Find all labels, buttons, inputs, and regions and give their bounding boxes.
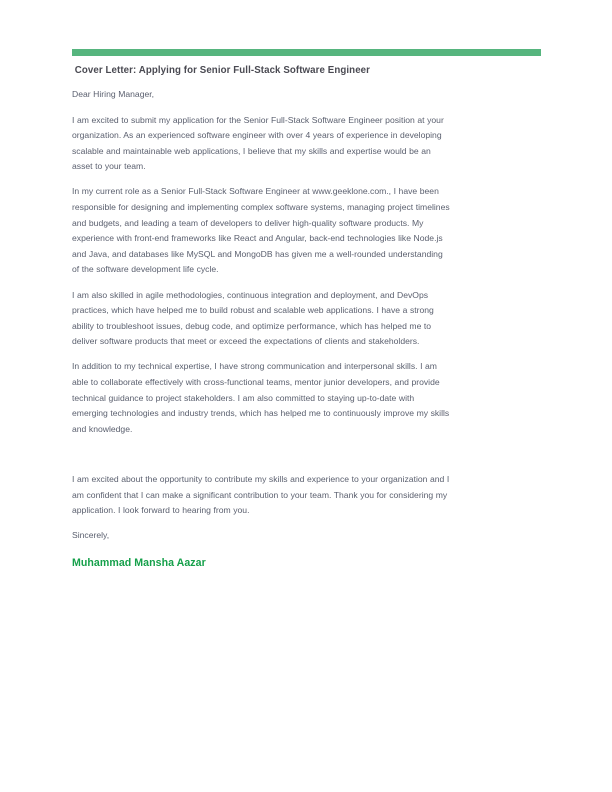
paragraph-4: In addition to my technical expertise, I have strong communication and interpersonal skills. I am able to collaborate effectively with cross-functional teams, mentor junior developers, and provide technical guidance to project stakeholders. I am also committed to staying up-to-date with emerging technologies and industry trends, which has helped me to continuously improve my skills and knowledge. — [72, 361, 450, 434]
paragraph-3: I am also skilled in agile methodologies, continuous integration and deployment, and DevOps practices, which have helped me to build robust and scalable web applications. I have a strong ability to troubleshoot issues, debug code, and optimize performance, which has helped me to deliver software products that meet or exceed the expectations of clients and stakeholders. — [72, 289, 434, 347]
paragraph-5: I am excited about the opportunity to contribute my skills and experience to your organization and I am confident that I can make a significant contribution to your team. Thank you for considering my application. I look forward to hearing from you. — [72, 473, 450, 516]
paragraph-2: In my current role as a Senior Full-Stack Software Engineer at www.geeklone.com., I have been responsible for designing and implementing complex software systems, managing project timelines and budgets, and leading a team of developers to deliver high-quality software products. My experience with front-end frameworks like React and Angular, back-end technologies like Node.js and Java, and databases like MySQL and MongoDB has given me a well-rounded understanding of the software development life cycle. — [72, 186, 450, 275]
paragraph-1: I am excited to submit my application for the Senior Full-Stack Software Engineer position at your organization. As an experienced software engineer with over 4 years of experience in developing scalable and maintainable web applications, I believe that my skills and expertise would be an asset to your team. — [72, 114, 444, 172]
page-title: Cover Letter: Applying for Senior Full-Stack Software Engineer — [72, 65, 371, 76]
closing-line: Sincerely, — [72, 530, 110, 541]
signature-name: Muhammad Mansha Aazar — [72, 556, 206, 569]
cover-letter-body — [72, 64, 452, 571]
accent-bar — [72, 49, 541, 56]
paragraph-spacer — [72, 447, 452, 463]
salutation: Dear Hiring Manager, — [72, 89, 155, 99]
